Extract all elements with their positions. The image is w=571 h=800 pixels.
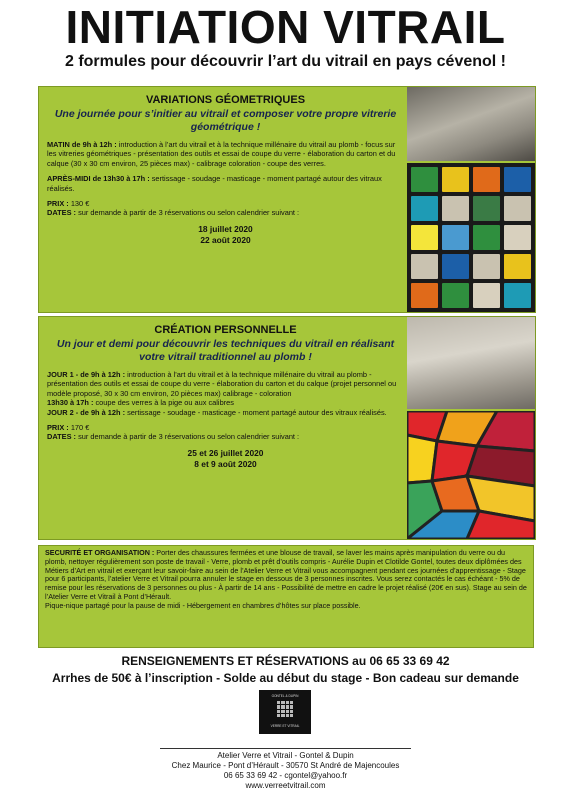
glass-tile — [504, 254, 531, 279]
glass-tile — [411, 254, 438, 279]
glass-tile — [473, 225, 500, 250]
logo-top-text: GONTEL & DUPIN — [271, 694, 299, 698]
workshop-table-photo — [407, 317, 535, 409]
price-label-2: PRIX : — [47, 423, 69, 433]
workshop-hands-photo — [407, 87, 535, 161]
glass-tile — [442, 225, 469, 250]
day1-text: introduction à l’art du vitrail et à la technique millénaire du vitrail au plomb - présentation des outils et essai de coupe du verre - élaboration du carton et du calque (projet personnel ou modèle proposé, 30 x 30 cm environ, 20 pièces max) calibrage - coloration — [47, 370, 397, 398]
morning-schedule — [47, 140, 404, 168]
glass-tile — [473, 283, 500, 308]
day-schedule — [47, 370, 404, 417]
logo-bottom-text: VERRE ET VITRAIL — [270, 724, 300, 728]
atelier-logo — [259, 690, 311, 734]
payment-terms: Arrhes de 50€ à l’inscription - Solde au début du stage - Bon cadeau sur demande — [52, 671, 519, 685]
formula-geometric-dates — [47, 224, 404, 246]
formula-personal-text — [47, 317, 404, 470]
day1b-label: 13h30 à 17h : — [47, 398, 94, 408]
glass-tile — [473, 167, 500, 192]
security-organisation-panel — [38, 545, 534, 648]
formula-geometric-text — [47, 87, 404, 246]
date-2: 22 août 2020 — [200, 234, 251, 245]
glass-tile — [504, 196, 531, 221]
footer-phone-email: 06 65 33 69 42 - cgontel@yahoo.fr — [223, 771, 348, 780]
glass-tile — [473, 196, 500, 221]
price-dates-2 — [47, 423, 404, 442]
security-text: Porter des chaussures fermées et une blouse de travail, se laver les mains après manipulation du verre ou du plomb, nettoyer régulièrement son poste de travail - Verre, plomb et prêt d’outils compris - Aurélie Dupin et Clotilde Gontel, toutes deux diplômées des Métiers d’Art en vitrail et exerçant leur savoir-faire au sein de l’Atelier Verre et Vitrail vous accompagnent pendant ces journées d’apprentissage - Stage pour 6 participants, l’atelier Verre et Vitrail pourra annuler le stage en dessous de 3 personnes inscrites. Vous serez contactés le cas échéant - 5% de remise pour les réservations de 3 personnes ou plus - À partir de 14 ans - Possibilité de mettre en cadre le projet réalisé (20€ en sus). Stage au sein de l’Atelier Verre et Vitrail à Pont d’Hérault. — [45, 548, 527, 601]
dates-label-2: DATES : — [47, 432, 77, 442]
poster-title: INITIATION VITRAIL — [65, 1, 506, 53]
footer-atelier-name: Atelier Verre et Vitrail - Gontel & Dupin — [217, 751, 354, 760]
dates-text: sur demande à partir de 3 réservations ou selon calendrier suivant : — [76, 208, 300, 218]
glass-tile — [411, 283, 438, 308]
glass-tile — [442, 196, 469, 221]
logo-mosaic-icon — [277, 701, 293, 717]
date-4: 8 et 9 août 2020 — [194, 458, 257, 469]
stained-glass-photo — [407, 411, 535, 539]
glass-tile — [411, 196, 438, 221]
glass-tile — [442, 167, 469, 192]
formula-geometric-panel — [38, 86, 536, 313]
colored-glass-grid-photo — [407, 163, 535, 312]
reservation-contact: RENSEIGNEMENTS ET RÉSERVATIONS au 06 65 33 69 42 — [121, 654, 450, 668]
day2-text: sertissage - soudage - masticage - moment partagé autour des vitraux réalisés. — [125, 407, 387, 417]
formula-personal-photos — [407, 317, 535, 539]
formula-personal-title: CRÉATION PERSONNELLE — [154, 324, 297, 336]
dates-text-2: sur demande à partir de 3 réservations ou selon calendrier suivant : — [76, 432, 300, 442]
formula-geometric-photos — [407, 87, 535, 312]
afternoon-text: sertissage - soudage - masticage - moment partagé autour des vitraux réalisés. — [47, 174, 382, 193]
day1b-text: coupe des verres à la pige ou aux calibres — [93, 398, 234, 408]
price-dates — [47, 199, 404, 218]
security-label: SECURITÉ ET ORGANISATION : — [45, 548, 155, 557]
glass-tile — [442, 254, 469, 279]
date-1: 18 juillet 2020 — [198, 223, 253, 234]
formula-personal-dates — [47, 448, 404, 470]
glass-tile — [504, 225, 531, 250]
price-value-2: 170 € — [68, 423, 90, 433]
price-value: 130 € — [68, 199, 90, 209]
glass-tile — [504, 283, 531, 308]
poster-subtitle: 2 formules pour découvrir l’art du vitrail en pays cévenol ! — [64, 53, 506, 70]
formula-personal-panel — [38, 316, 536, 540]
date-3: 25 et 26 juillet 2020 — [187, 447, 264, 458]
glass-tile — [442, 283, 469, 308]
glass-tile — [504, 167, 531, 192]
afternoon-schedule — [47, 174, 404, 193]
morning-label: MATIN de 9h à 12h : — [47, 140, 117, 149]
footer-website: www.verreetvitrail.com — [245, 781, 326, 790]
formula-geometric-title: VARIATIONS GÉOMETRIQUES — [145, 94, 306, 106]
footer-divider — [160, 748, 411, 749]
day1-label: JOUR 1 - de 9h à 12h : — [47, 370, 126, 379]
glass-tile — [473, 254, 500, 279]
glass-tile — [411, 225, 438, 250]
formula-personal-intro: Un jour et demi pour découvrir les techniques du vitrail en réalisant votre vitrail traditionnel au plomb ! — [56, 338, 395, 363]
lunch-lodging-text: Pique-nique partagé pour la pause de midi - Hébergement en chambres d’hôtes sur place possible. — [45, 600, 361, 610]
glass-tile — [411, 167, 438, 192]
price-label: PRIX : — [47, 199, 69, 209]
formula-geometric-intro: Une journée pour s’initier au vitrail et composer votre propre vitrerie géométrique ! — [54, 108, 397, 133]
day2-label: JOUR 2 - de 9h à 12h : — [47, 407, 126, 417]
morning-text: introduction à l’art du vitrail et à la technique millénaire du vitrail au plomb - focus sur les vitreries géométriques - présentation des outils et essai de coupe du verre - élaboration du carton et du calque (30 x 30 cm environ, 25 pièces max) - calibrage coloration - coupe des verres. — [47, 140, 396, 168]
dates-label: DATES : — [47, 208, 77, 218]
footer-address: Chez Maurice - Pont d’Hérault - 30570 St André de Majencoules — [171, 761, 400, 770]
afternoon-label: APRÈS-MIDI de 13h30 à 17h : — [47, 174, 150, 184]
stained-glass-illustration — [407, 411, 535, 539]
